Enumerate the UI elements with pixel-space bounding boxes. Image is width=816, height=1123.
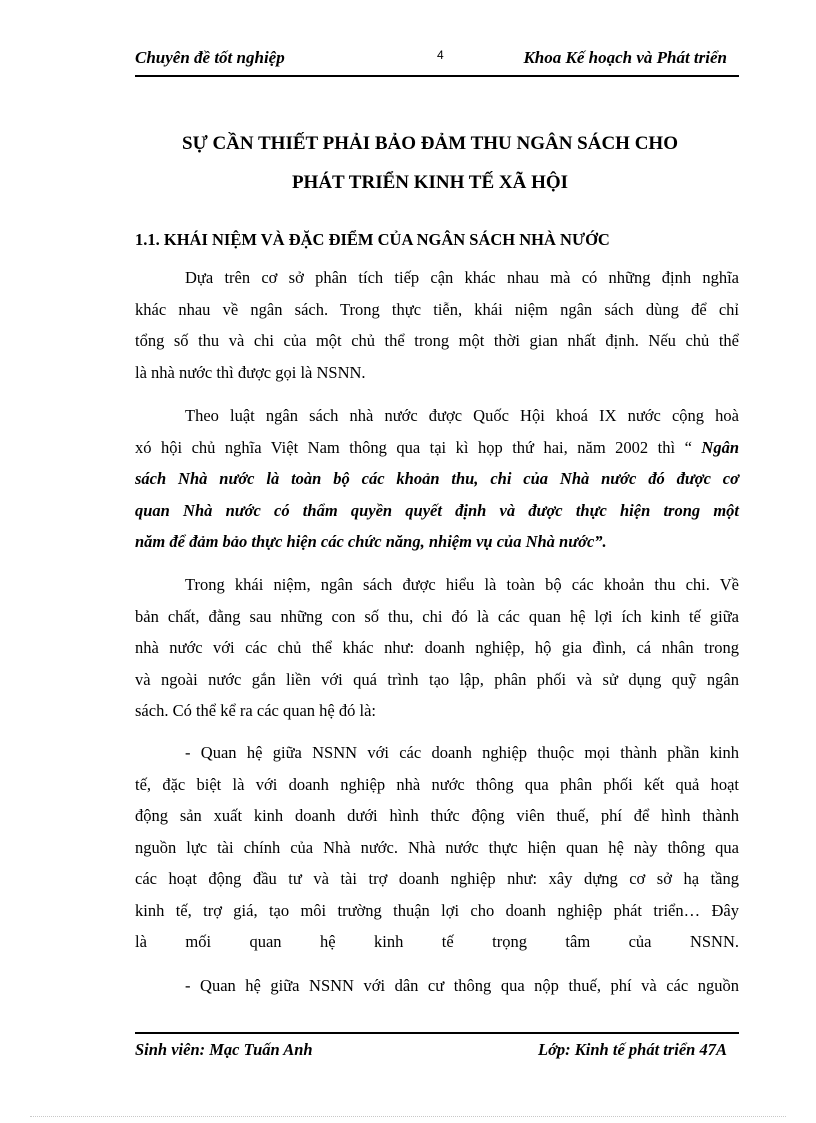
chapter-title-line-2: PHÁT TRIỂN KINH TẾ XÃ HỘI <box>291 172 569 193</box>
page-number: 4 <box>437 48 444 62</box>
paragraph-4 <box>135 737 739 958</box>
footer-student-name: Sinh viên: Mạc Tuấn Anh <box>135 1040 313 1059</box>
header-thesis-label: Chuyên đề tốt nghiệp <box>135 48 285 67</box>
header-divider <box>135 75 739 77</box>
paragraph-3 <box>135 569 739 727</box>
quoted-definition-line: năm để đảm bảo thực hiện các chức năng, nhiệm vụ của Nhà nước”. <box>135 532 607 551</box>
paragraph-1 <box>135 262 739 388</box>
paragraph-line: - Quan hệ giữa NSNN với dân cư thông qua nộp thuế, phí và các nguồn <box>185 976 739 995</box>
paragraph-line: - Quan hệ giữa NSNN với các doanh nghiệp thuộc mọi thành phần kinh <box>185 743 739 762</box>
section-heading: 1.1. KHÁI NIỆM VÀ ĐẶC ĐIỂM CỦA NGÂN SÁCH NHÀ NƯỚC <box>135 230 610 249</box>
chapter-title-line-1: SỰ CẦN THIẾT PHẢI BẢO ĐẢM THU NGÂN SÁCH CHO <box>182 133 678 154</box>
paragraph-line: tổng số thu và chi của một chủ thể trong một thời gian nhất định. Nếu chủ thể <box>135 331 739 350</box>
paragraph-line: khác nhau về ngân sách. Trong thực tiễn, khái niệm ngân sách dùng để chỉ <box>135 299 739 319</box>
paragraph-line: là nhà nước thì được gọi là NSNN. <box>135 362 366 382</box>
paragraph-line: nhà nước với các chủ thể khác như: doanh nghiệp, hộ gia đình, cá nhân trong <box>135 638 739 657</box>
paragraph-line: là mối quan hệ kinh tế trọng tâm của NSNN. <box>135 932 739 951</box>
paragraph-5 <box>135 970 739 1002</box>
paragraph-line: tế, đặc biệt là với doanh nghiệp nhà nước thông qua phân phối kết quả hoạt <box>135 774 739 794</box>
quoted-definition-line: quan Nhà nước có thẩm quyền quyết định và được thực hiện trong một <box>135 500 739 520</box>
paragraph-line: Theo luật ngân sách nhà nước được Quốc Hội khoá IX nước cộng hoà <box>185 406 739 425</box>
paragraph-line: kinh tế, trợ giá, tạo môi trường thuận lợi cho doanh nghiệp phát triển… Đây <box>135 900 739 920</box>
paragraph-line: Trong khái niệm, ngân sách được hiểu là toàn bộ các khoản thu chi. Về <box>185 575 739 594</box>
paragraph-line: bản chất, đằng sau những con số thu, chi đó là các quan hệ lợi ích kinh tế giữa <box>135 606 739 626</box>
paragraph-line: sách. Có thể kể ra các quan hệ đó là: <box>135 701 376 720</box>
paragraph-text: xó hội chủ nghĩa Việt Nam thông qua tại kì họp thứ hai, năm 2002 thì “ <box>135 437 702 457</box>
quoted-definition-line: sách Nhà nước là toàn bộ các khoản thu, chi của Nhà nước đó được cơ <box>135 469 739 488</box>
paragraph-line: Dựa trên cơ sở phân tích tiếp cận khác nhau mà có những định nghĩa <box>185 268 739 287</box>
footer-class-name: Lớp: Kinh tế phát triển 47A <box>537 1040 727 1059</box>
paragraph-line <box>135 432 739 464</box>
paragraph-line: và ngoài nước gắn liền với quá trình tạo lập, phân phối và sử dụng quỹ ngân <box>135 669 739 689</box>
footer-divider <box>135 1032 739 1034</box>
paragraph-line: động sản xuất kinh doanh dưới hình thức động viên thuế, phí để hình thành <box>135 806 739 825</box>
page-bottom-edge <box>30 1116 786 1117</box>
header-faculty-label: Khoa Kế hoạch và Phát triển <box>523 48 727 67</box>
page-header <box>135 48 727 72</box>
page-footer <box>135 1040 727 1064</box>
paragraph-2 <box>135 400 739 558</box>
paragraph-line: nguồn lực tài chính của Nhà nước. Nhà nước thực hiện quan hệ này thông qua <box>135 837 739 857</box>
quoted-definition-text: Ngân <box>701 437 739 457</box>
paragraph-line: các hoạt động đầu tư và tài trợ doanh nghiệp như: xây dựng cơ sở hạ tầng <box>135 869 739 888</box>
